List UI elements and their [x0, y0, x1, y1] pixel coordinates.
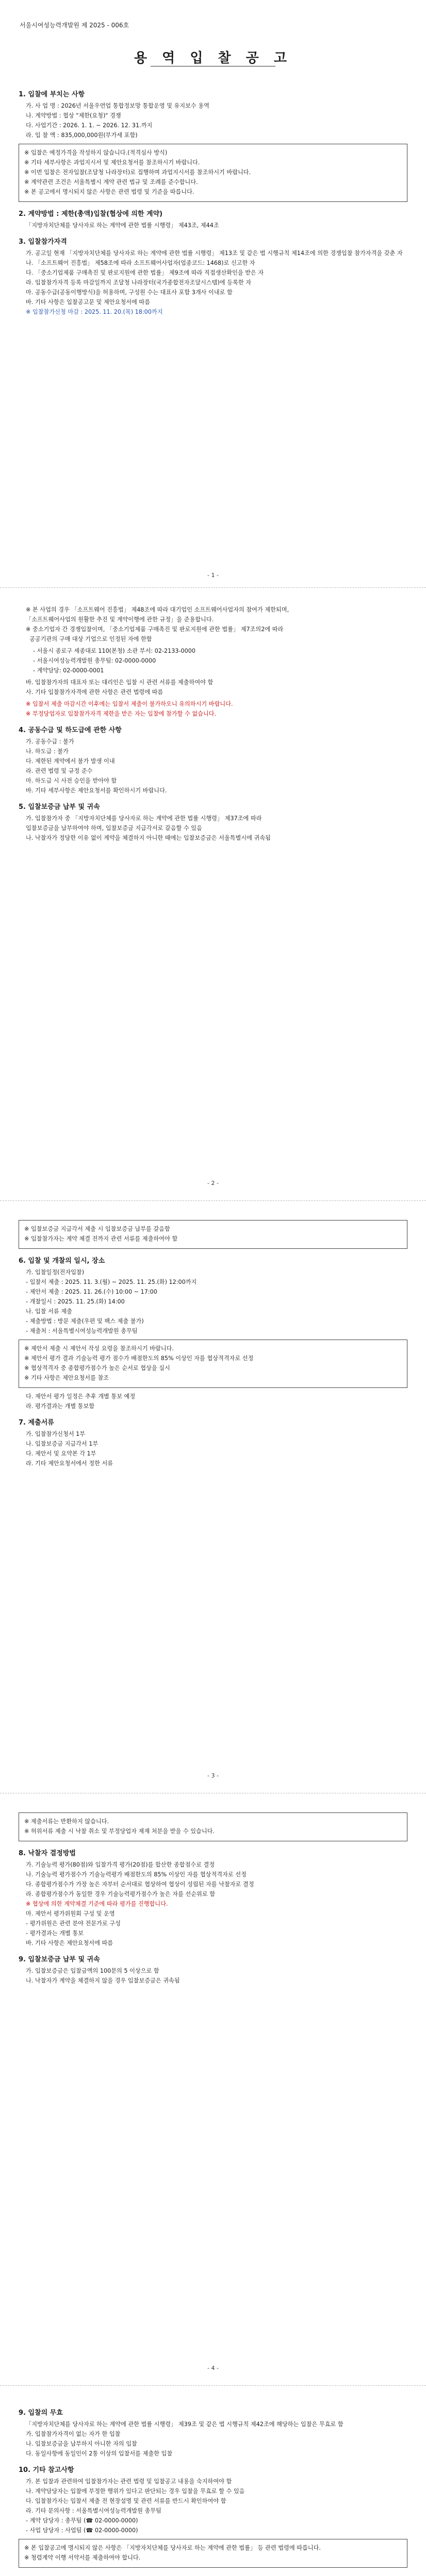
text-line: 나. 「소프트웨어 진흥법」 제58조에 따라 소프트웨어사업자(업종코드: 1468)로 신고한 자	[26, 260, 255, 266]
text-line: 나. 입찰보증금을 납부하지 아니한 자의 입찰	[26, 2441, 137, 2447]
text-line: ※ 부정당업자로 입찰참가자격 제한을 받은 자는 입찰에 참가할 수 없습니다.	[26, 710, 217, 717]
section-5-lines	[19, 814, 407, 842]
text-line: 마. 하도급 시 사전 승인을 받아야 함	[26, 777, 117, 784]
section-6-title: 6. 입찰 및 개찰의 일시, 장소	[19, 1257, 105, 1265]
section-8-title: 8. 낙찰자 결정방법	[19, 1850, 76, 1857]
text-line: 가. 입찰보증금은 입찰금액의 100분의 5 이상으로 함	[26, 1968, 159, 1974]
section-4-lines	[19, 737, 407, 795]
text-line: 다. 제안서 및 요약본 각 1부	[26, 1450, 96, 1457]
text-line: 라. 입 찰 액 : 835,000,000원(부가세 포함)	[26, 132, 138, 139]
text-line: 입찰보증금을 납부하여야 하며, 입찰보증금 지급각서로 갈음할 수 있음	[26, 825, 202, 832]
section-4-title: 4. 공동수급 및 하도급에 관한 사항	[19, 726, 122, 734]
text-line: ※ 본 사업의 경우 「소프트웨어 진흥법」 제48조에 따라 대기업인 소프트웨어사업자의 참여가 제한되며,	[26, 606, 289, 613]
text-line: - 입찰서 제출 : 2025. 11. 3.(월) ~ 2025. 11. 25.(화) 12:00까지	[26, 1279, 197, 1285]
page-1	[19, 82, 407, 317]
text-line: 다. 종합평가점수가 가장 높은 자부터 순서대로 협상하여 협상이 성립된 자를 낙찰자로 결정	[26, 1881, 254, 1888]
text-line: 「소프트웨어사업의 원활한 추진 및 계약이행에 관한 규정」을 준용합니다.	[26, 616, 214, 623]
text-line: 공공기관의 구매 대상 기업으로 인정된 자에 한함	[26, 636, 152, 642]
text-line: 라. 평가결과는 개별 통보함	[26, 1403, 95, 1410]
text-line: - 계약담당: 02-0000-0001	[33, 667, 104, 674]
section-2-title: 2. 계약방법 : 제한(총액)입찰(협상에 의한 계약)	[19, 210, 163, 218]
text-line: - 제안서 제출 : 2025. 11. 26.(수) 10:00 ~ 17:00	[26, 1289, 157, 1295]
doc-number: 서울시여성능력개발원 제 2025 - 006호	[20, 22, 129, 29]
text-line: ※ 계약관련 조건은 서울특별시 계약 관련 법규 및 조례를 준수합니다.	[24, 179, 198, 185]
section-8-lines	[19, 1860, 407, 1899]
text-line: 라. 기타 문의사항 : 서울특별시여성능력개발원 총무팀	[26, 2507, 161, 2514]
text-line: 「지방자치단체를 당사자로 하는 계약에 관한 법률 시행령」 제39조 및 같은 법 시행규칙 제42조에 해당하는 입찰은 무효로 함	[26, 2421, 343, 2428]
text-line: 바. 기타 세부사항은 제안요청서를 확인하시기 바랍니다.	[26, 787, 167, 794]
section-10-title: 9. 입찰의 무효	[19, 2409, 63, 2417]
section-1-lines	[19, 101, 407, 140]
page-5	[19, 2401, 407, 2572]
section-10-lines	[19, 2420, 407, 2458]
text-line: 라. 기타 제안요청서에서 정한 서류	[26, 1460, 113, 1467]
page-title: 용 역 입 찰 공 고	[134, 50, 292, 66]
text-line: - 서울시여성능력개발원 총무팀: 02-0000-0000	[33, 657, 156, 664]
text-line: 나. 입찰 서류 제출	[26, 1308, 72, 1315]
text-line: 가. 입찰일정(전자입찰)	[26, 1269, 85, 1276]
text-line: 나. 입찰보증금 지급각서 1부	[26, 1440, 99, 1447]
section-5-title: 5. 입찰보증금 납부 및 귀속	[19, 803, 100, 811]
section-3-title: 3. 입찰참가자격	[19, 238, 67, 246]
text-line: 가. 기술능력 평가(80점)와 입찰가격 평가(20점)를 합산한 종합점수로 결정	[26, 1861, 215, 1868]
text-line: 다. 「중소기업제품 구매촉진 및 판로지원에 관한 법률」 제9조에 따라 직접생산확인을 받은 자	[26, 269, 264, 276]
text-line: ※ 청렴계약 이행 서약서를 제출하여야 합니다.	[24, 2554, 141, 2561]
page-divider	[0, 2385, 426, 2386]
section-3-lines	[19, 249, 407, 307]
text-line: ※ 입찰은 예정가격을 작성하지 않습니다.(적격심사 방식)	[24, 149, 168, 156]
text-line: 가. 본 입찰과 관련하여 입찰참가자는 관련 법령 및 입찰공고 내용을 숙지하여야 함	[26, 2478, 232, 2485]
sub-lines	[19, 678, 407, 697]
text-line: 다. 동일사항에 동일인이 2통 이상의 입찰서를 제출한 입찰	[26, 2450, 173, 2457]
section-3-deadline: ※ 입찰참가신청 마감 : 2025. 11. 20.(목) 18:00까지	[26, 309, 163, 315]
notice-box-2	[19, 1340, 407, 1388]
text-line: 다. 제한된 계약에서 불가 발생 이내	[26, 758, 115, 765]
text-line: 라. 종합평가점수가 동일한 경우 기술능력평가점수가 높은 자를 선순위로 함	[26, 1891, 216, 1897]
section-1-notes	[19, 144, 407, 202]
text-line: ※ 입찰서 제출 마감시간 이후에는 입찰서 제출이 불가하오니 유의하시기 바랍니다.	[26, 701, 233, 707]
page-number-1: - 1 -	[207, 572, 219, 579]
section-7-lines	[19, 1430, 407, 1468]
text-line: 다. 제안서 평가 일정은 추후 개별 통보 예정	[26, 1393, 136, 1400]
text-line: - 서울시 종로구 세종대로 110(본청) 소관 부서: 02-2133-0000	[33, 648, 195, 654]
red-notes	[19, 700, 407, 718]
text-line: 다. 사업기간 : 2026. 1. 1. ~ 2026. 12. 31.까지	[26, 122, 153, 129]
text-line: ※ 중소기업자 간 경쟁입찰이며, 「중소기업제품 구매촉진 및 판로지원에 관한 법률」 제7조의2에 따라	[26, 626, 284, 633]
text-line: 나. 기술능력 평가점수가 기술능력평가 배점한도의 85% 이상인 자를 협상적격자로 선정	[26, 1871, 247, 1878]
section-11-title: 10. 기타 참고사항	[19, 2466, 74, 2474]
section-9-title: 9. 입찰보증금 납부 및 귀속	[19, 1956, 100, 1963]
text-line: - 평가위원은 관련 분야 전문가로 구성	[26, 1920, 121, 1927]
text-line: 바. 입찰참가자의 대표자 또는 대리인은 입찰 시 관련 서류를 제출하여야 함	[26, 679, 214, 686]
notice-box	[19, 1220, 407, 1249]
text-line: 가. 입찰참가자 중 「지방자치단체를 당사자로 하는 계약에 관한 법률 시행령」 제37조에 따라	[26, 815, 262, 822]
text-line: 마. 공동수급(공동이행방식)을 허용하며, 구성원 수는 대표사 포함 3개사 이내로 함	[26, 289, 233, 296]
page-number-2: - 2 -	[207, 1180, 219, 1187]
text-line: 가. 공동수급 : 불가	[26, 738, 74, 745]
text-line: 나. 낙찰자가 정당한 이유 없이 계약을 체결하지 아니한 때에는 입찰보증금은 서울특별시에 귀속됨	[26, 835, 271, 841]
text-line: - 계약 담당자 : 총무팀 (☎ 02-0000-0000)	[26, 2517, 138, 2524]
page-divider	[0, 587, 426, 588]
address-lines	[19, 647, 407, 675]
notice-box-4	[19, 2539, 407, 2568]
text-line: 나. 낙찰자가 계약을 체결하지 않을 경우 입찰보증금은 귀속됨	[26, 1977, 180, 1984]
notice-box-3	[19, 1812, 407, 1841]
text-line: 라. 관련 법령 및 규정 준수	[26, 768, 93, 774]
text-line: 바. 기타 사항은 입찰공고문 및 제안요청서에 따름	[26, 299, 151, 306]
section-6-lines	[19, 1268, 407, 1335]
page-3	[19, 1216, 407, 1469]
text-line: ※ 제안서 제출 시 제안서 작성 요령을 참조하시기 바랍니다.	[24, 1345, 174, 1352]
text-line: 「지방자치단체를 당사자로 하는 계약에 관한 법률 시행령」 제43조, 제44조	[26, 222, 219, 229]
section-7-title: 7. 제출서류	[19, 1419, 54, 1427]
intro-lines	[19, 605, 407, 643]
text-line: ※ 본 입찰공고에 명시되지 않은 사항은 「지방자치단체를 당사자로 하는 계약에 관한 법률」 등 관련 법령에 따릅니다.	[24, 2545, 321, 2551]
text-line: ※ 입찰보증금 지급각서 제출 시 입찰보증금 납부를 갈음함	[24, 1226, 170, 1232]
page-number-4: - 4 -	[207, 2365, 219, 2371]
page-divider	[0, 1200, 426, 1201]
text-line: ※ 기타 세부사항은 과업지시서 및 제안요청서를 참조하시기 바랍니다.	[24, 159, 200, 166]
text-line: - 제출처 : 서울특별시여성능력개발원 총무팀	[26, 1328, 138, 1334]
text-line: - 개찰일시 : 2025. 11. 25.(화) 14:00	[26, 1298, 125, 1305]
section-8-more	[19, 1909, 407, 1947]
text-line: ※ 협상적격자 중 종합평가점수가 높은 순서로 협상을 실시	[24, 1365, 170, 1371]
text-line: ※ 이번 입찰은 전자입찰(조달청 나라장터)로 집행하며 과업지시서를 참조하시기 바랍니다.	[24, 169, 251, 176]
text-line: - 평가결과는 개별 통보	[26, 1930, 84, 1937]
text-line: ※ 본 공고에서 명시되지 않은 사항은 관련 법령 및 기준을 따릅니다.	[24, 189, 194, 195]
section-2-lines	[19, 221, 407, 230]
text-line: ※ 기타 사항은 제안요청서를 참조	[24, 1375, 109, 1381]
text-line: ※ 제출서류는 반환하지 않습니다.	[24, 1818, 109, 1825]
text-line: ※ 허위서류 제출 시 낙찰 취소 및 부정당업자 제재 처분을 받을 수 있습니다.	[24, 1828, 215, 1835]
page-number-3: - 3 -	[207, 1772, 219, 1779]
section-6-tail	[19, 1392, 407, 1411]
text-line: 사. 기타 입찰참가자격에 관한 사항은 관련 법령에 따름	[26, 689, 163, 696]
text-line: 가. 공고일 현재 「지방자치단체를 당사자로 하는 계약에 관한 법률 시행령」 제13조 및 같은 법 시행규칙 제14조에 의한 경쟁입찰 참가자격을 갖춘 자	[26, 250, 403, 257]
text-line: 가. 입찰참가자격이 없는 자가 한 입찰	[26, 2431, 121, 2437]
text-line: 가. 입찰참가신청서 1부	[26, 1431, 86, 1437]
text-line: ※ 협상에 의한 계약체결 기준에 따라 평가를 진행합니다.	[26, 1901, 168, 1907]
text-line: ※ 제안서 평가 결과 기술능력 평가 점수가 배점한도의 85% 이상인 자를 협상적격자로 선정	[24, 1355, 254, 1362]
text-line: 마. 제안서 평가위원회 구성 및 운영	[26, 1910, 115, 1917]
text-line: 나. 계약담당자는 입찰에 부정한 행위가 있다고 판단되는 경우 입찰을 무효로 할 수 있음	[26, 2488, 245, 2495]
text-line: - 제출방법 : 방문 제출(우편 및 팩스 제출 불가)	[26, 1318, 144, 1325]
text-line: 다. 입찰참가자는 입찰서 제출 전 현장설명 및 관련 서류를 반드시 확인하여야 함	[26, 2498, 226, 2504]
section-1-title: 1. 입찰에 부치는 사항	[19, 91, 85, 98]
text-line: 가. 사 업 명 : 2026년 서울우먼업 통합정보망 통합운영 및 유지보수 용역	[26, 103, 209, 109]
text-line: - 사업 담당자 : 사업팀 (☎ 02-0000-0000)	[26, 2527, 138, 2534]
section-9-lines	[19, 1967, 407, 1985]
red-notes-2	[19, 1900, 407, 1908]
page-2	[19, 605, 407, 843]
page-4	[19, 1808, 407, 1986]
section-11-lines	[19, 2477, 407, 2535]
text-line: 바. 기타 사항은 제안요청서에 따름	[26, 1940, 113, 1946]
text-line: ※ 입찰참가자는 계약 체결 전까지 관련 서류를 제출하여야 함	[24, 1235, 178, 1242]
text-line: 나. 계약방법 : 협상 "제한(요청)" 경쟁	[26, 112, 121, 119]
text-line: 나. 하도급 : 불가	[26, 748, 69, 755]
text-line: 라. 입찰참가자격 등록 마감일까지 조달청 나라장터(국가종합전자조달시스템)에 등록한 자	[26, 279, 252, 286]
